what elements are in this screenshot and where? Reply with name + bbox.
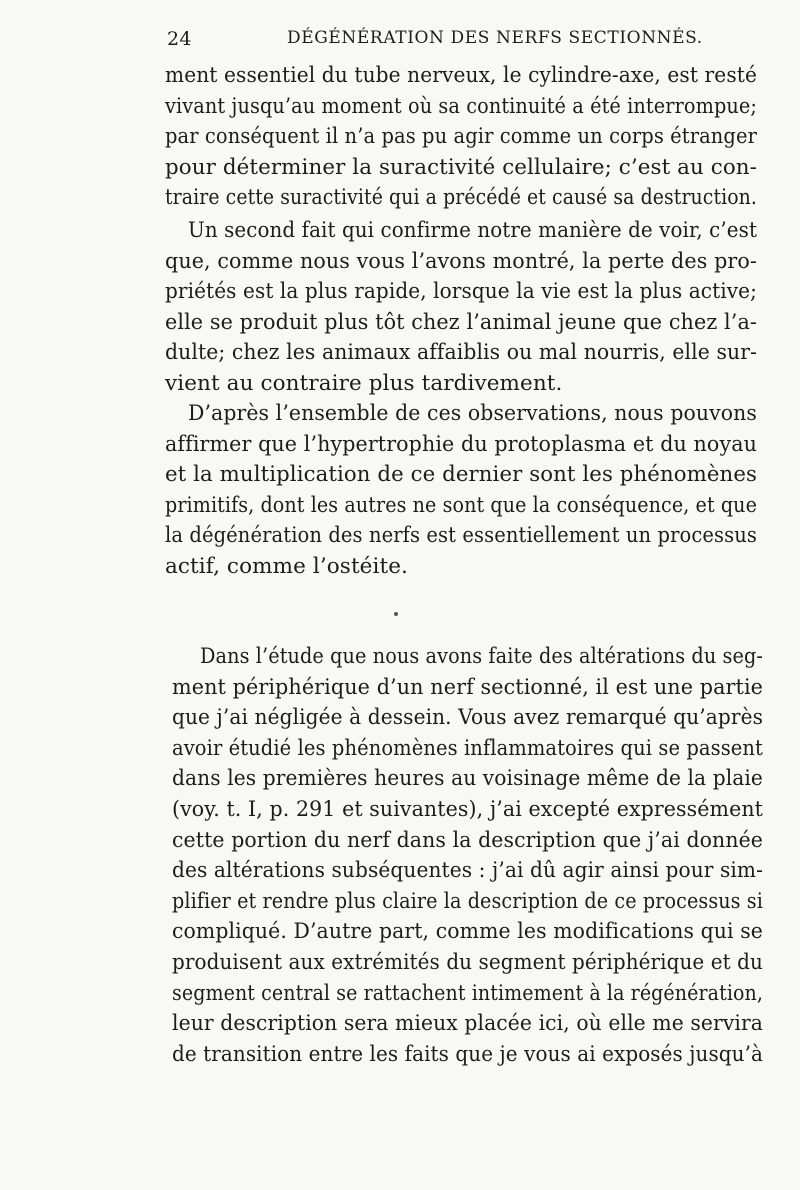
text-line: Dans l’étude que nous avons faite des altérations du seg- (200, 644, 764, 669)
page-number: 24 (167, 28, 192, 50)
text-line: actif, comme l’ostéite. (165, 554, 408, 579)
text-line: que j’ai négligée à dessein. Vous avez remarqué qu’après (172, 705, 764, 731)
section-divider-dot (394, 612, 398, 616)
text-line: segment central se rattachent intimement à la régénération, (172, 980, 764, 1006)
text-line: des altérations subséquentes : j’ai dû agir ainsi pour sim- (172, 858, 764, 884)
text-line: de transition entre les faits que je vous ai exposés jusqu’à (172, 1041, 764, 1067)
text-line: ment essentiel du tube nerveux, le cylindre-axe, est resté (165, 63, 757, 88)
text-line: dans les premières heures au voisinage même de la plaie (172, 766, 763, 792)
text-line: Un second fait qui confirme notre manière de voir, c’est (188, 218, 758, 243)
text-line: elle se produit plus tôt chez l’animal jeune que chez l’a- (165, 309, 758, 335)
text-line: primitifs, dont les autres ne sont que la conséquence, et que (165, 492, 757, 518)
text-line: dulte; chez les animaux affaiblis ou mal nourris, elle sur- (165, 340, 758, 366)
text-line: par conséquent il n’a pas pu agir comme un corps étranger (165, 124, 757, 150)
text-line: D’après l’ensemble de ces observations, nous pouvons (188, 401, 757, 426)
page-header (167, 28, 757, 60)
text-line: ment périphérique d’un nerf sectionné, il est une partie (172, 674, 764, 700)
text-line: que, comme nous vous l’avons montré, la perte des pro- (165, 248, 757, 274)
text-line: compliqué. D’autre part, comme les modifications qui se (172, 919, 763, 945)
text-line: plifier et rendre plus claire la description de ce processus si (172, 888, 763, 914)
text-line: et la multiplication de ce dernier sont les phénomènes (165, 462, 757, 488)
text-line: traire cette suractivité qui a précédé et causé sa destruction. (165, 185, 758, 211)
text-line: la dégénération des nerfs est essentiellement un processus (165, 523, 757, 549)
text-line: produisent aux extrémités du segment périphérique et du (172, 950, 763, 975)
text-line: (voy. t. I, p. 291 et suivantes), j’ai excepté expressément (172, 797, 764, 822)
text-line: leur description sera mieux placée ici, où elle me servira (172, 1011, 764, 1037)
text-line: vivant jusqu’au moment où sa continuité a été interrompue; (165, 93, 758, 119)
text-line: affirmer que l’hypertrophie du protoplasma et du noyau (165, 431, 757, 457)
text-line: vient au contraire plus tardivement. (165, 371, 563, 396)
running-head: DÉGÉNÉRATION DES NERFS SECTIONNÉS. (287, 28, 703, 48)
text-line: avoir étudié les phénomènes inflammatoires qui se passent (172, 735, 763, 761)
text-line: pour déterminer la suractivité cellulaire; c’est au con- (165, 154, 758, 180)
text-line: priétés est la plus rapide, lorsque la vie est la plus active; (165, 279, 757, 305)
text-line: cette portion du nerf dans la description que j’ai donnée (172, 827, 764, 853)
